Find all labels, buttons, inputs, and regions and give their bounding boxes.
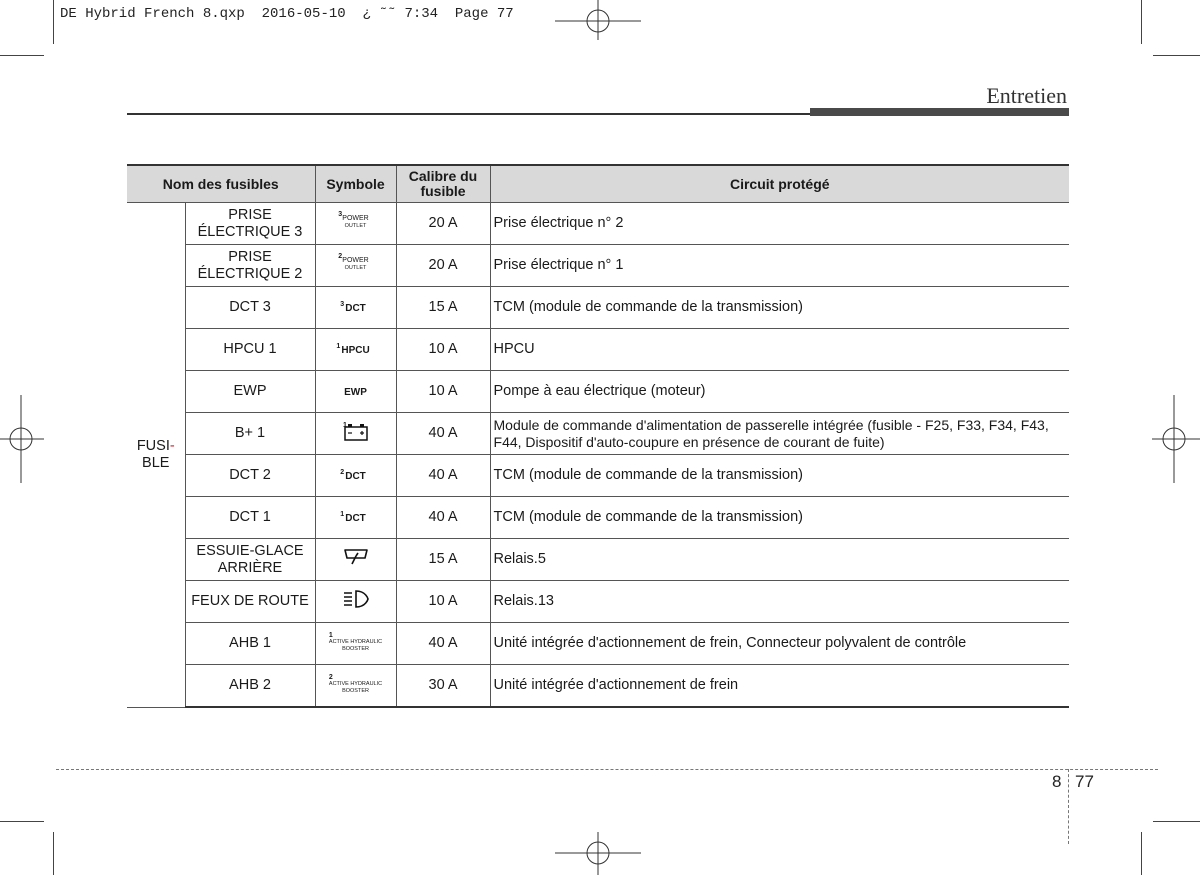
crop-mark bbox=[1153, 821, 1200, 822]
fuse-rating: 40 A bbox=[396, 413, 490, 455]
page-number: 77 bbox=[1075, 772, 1094, 791]
chapter-number: 8 bbox=[1052, 772, 1062, 791]
fuse-circuit: TCM (module de commande de la transmission) bbox=[490, 497, 1069, 539]
fuse-symbol bbox=[315, 539, 396, 581]
fuse-name: AHB 1 bbox=[185, 623, 315, 665]
fuse-name: PRISE ÉLECTRIQUE 2 bbox=[185, 245, 315, 287]
symbol-number: 1 bbox=[336, 343, 341, 350]
symbol-label2: BOOSTER bbox=[342, 687, 369, 694]
registration-mark-right bbox=[1152, 395, 1200, 483]
fuse-circuit: TCM (module de commande de la transmission) bbox=[490, 455, 1069, 497]
registration-mark-bottom bbox=[555, 832, 641, 875]
high-beam-icon bbox=[342, 589, 370, 609]
power-outlet-symbol bbox=[338, 253, 369, 272]
table-row bbox=[127, 245, 1069, 287]
table-row bbox=[127, 287, 1069, 329]
fuse-rating: 30 A bbox=[396, 665, 490, 708]
symbol-number: 3 bbox=[340, 301, 345, 308]
fuse-rating: 15 A bbox=[396, 539, 490, 581]
footer-dashed-divider bbox=[1068, 769, 1069, 844]
fuse-rating: 40 A bbox=[396, 623, 490, 665]
symbol-label: HPCU bbox=[341, 345, 370, 356]
fuse-symbol bbox=[315, 665, 396, 708]
symbol-number: 2 bbox=[328, 673, 333, 681]
fuse-name: EWP bbox=[185, 371, 315, 413]
symbol-label: POWER bbox=[342, 257, 369, 264]
table-row bbox=[127, 665, 1069, 708]
fuse-circuit: Unité intégrée d'actionnement de frein, Connecteur polyvalent de contrôle bbox=[490, 623, 1069, 665]
symbol-number: 3 bbox=[338, 211, 343, 218]
dct-symbol bbox=[340, 469, 366, 482]
fuse-rating: 10 A bbox=[396, 329, 490, 371]
fuse-rating: 10 A bbox=[396, 371, 490, 413]
header-rating-label: Calibre du fusible bbox=[408, 168, 478, 199]
fuse-circuit: HPCU bbox=[490, 329, 1069, 371]
fuse-circuit: Relais.5 bbox=[490, 539, 1069, 581]
table-header-row bbox=[127, 165, 1069, 203]
fuse-rating: 10 A bbox=[396, 581, 490, 623]
header-rating bbox=[396, 165, 490, 203]
crop-mark bbox=[1141, 0, 1142, 44]
fuse-name: B+ 1 bbox=[185, 413, 315, 455]
fuse-table bbox=[127, 164, 1069, 708]
table-row bbox=[127, 497, 1069, 539]
fuse-symbol bbox=[315, 497, 396, 539]
active-hydraulic-booster-symbol bbox=[329, 675, 382, 695]
fuse-name: PRISE ÉLECTRIQUE 3 bbox=[185, 203, 315, 245]
fuse-symbol bbox=[315, 623, 396, 665]
symbol-label: DCT bbox=[345, 471, 366, 482]
header-rule-accent bbox=[810, 108, 1069, 116]
crop-mark bbox=[53, 832, 54, 875]
symbol-label: ACTIVE HYDRAULIC bbox=[328, 638, 383, 645]
battery-icon bbox=[342, 420, 370, 442]
fuse-circuit: Pompe à eau électrique (moteur) bbox=[490, 371, 1069, 413]
fuse-rating: 20 A bbox=[396, 245, 490, 287]
table-row bbox=[127, 203, 1069, 245]
table-row bbox=[127, 455, 1069, 497]
fuse-symbol bbox=[315, 371, 396, 413]
hpcu-symbol bbox=[336, 343, 370, 356]
group-label-part1: FUSI- bbox=[136, 437, 175, 454]
header-circuit: Circuit protégé bbox=[490, 165, 1069, 203]
symbol-label2: OUTLET bbox=[344, 223, 367, 229]
symbol-label: DCT bbox=[345, 513, 366, 524]
fuse-symbol bbox=[315, 329, 396, 371]
fuse-rating: 20 A bbox=[396, 203, 490, 245]
rear-wiper-icon bbox=[343, 547, 369, 567]
header-symbol: Symbole bbox=[315, 165, 396, 203]
fuse-name: DCT 1 bbox=[185, 497, 315, 539]
fuse-name: DCT 3 bbox=[185, 287, 315, 329]
fuse-circuit: Relais.13 bbox=[490, 581, 1069, 623]
fuse-rating: 40 A bbox=[396, 455, 490, 497]
table-row bbox=[127, 539, 1069, 581]
fuse-symbol bbox=[315, 581, 396, 623]
table-row bbox=[127, 371, 1069, 413]
group-label-part2: BLE bbox=[142, 454, 170, 471]
symbol-label2: BOOSTER bbox=[342, 645, 369, 652]
fuse-symbol bbox=[315, 203, 396, 245]
crop-mark bbox=[53, 0, 54, 44]
footer-dashed-rule bbox=[56, 769, 1158, 770]
symbol-number: 1 bbox=[340, 511, 345, 518]
crop-mark bbox=[1153, 55, 1200, 56]
fuse-name: AHB 2 bbox=[185, 665, 315, 708]
symbol-number: 1 bbox=[328, 631, 333, 639]
power-outlet-symbol bbox=[338, 211, 369, 230]
fuse-symbol bbox=[315, 245, 396, 287]
fuse-name: DCT 2 bbox=[185, 455, 315, 497]
ewp-symbol bbox=[344, 389, 367, 397]
fuse-rating: 40 A bbox=[396, 497, 490, 539]
fuse-circuit: Prise électrique n° 2 bbox=[490, 203, 1069, 245]
symbol-label: ACTIVE HYDRAULIC bbox=[328, 680, 383, 687]
symbol-label: DCT bbox=[345, 303, 366, 314]
fuse-group-label bbox=[127, 203, 185, 708]
active-hydraulic-booster-symbol bbox=[329, 633, 382, 653]
header-fuse-name: Nom des fusibles bbox=[127, 165, 315, 203]
fuse-symbol bbox=[315, 455, 396, 497]
dct-symbol bbox=[340, 511, 366, 524]
fuse-name: FEUX DE ROUTE bbox=[185, 581, 315, 623]
symbol-number: 2 bbox=[338, 253, 343, 260]
registration-mark-left bbox=[0, 395, 44, 483]
svg-text:1: 1 bbox=[342, 422, 347, 429]
fuse-circuit: Prise électrique n° 1 bbox=[490, 245, 1069, 287]
crop-mark bbox=[0, 821, 44, 822]
dct-symbol bbox=[340, 301, 366, 314]
print-slug: DE Hybrid French 8.qxp 2016-05-10 ¿ ˜˜ 7:34 Page 77 bbox=[60, 6, 514, 22]
symbol-label: EWP bbox=[344, 387, 367, 398]
fuse-symbol bbox=[315, 413, 396, 455]
symbol-label: POWER bbox=[342, 215, 369, 222]
fuse-name: HPCU 1 bbox=[185, 329, 315, 371]
header-rule bbox=[127, 113, 810, 115]
section-title: Entretien bbox=[986, 83, 1067, 108]
table-row bbox=[127, 623, 1069, 665]
crop-mark bbox=[1141, 832, 1142, 875]
table-row bbox=[127, 329, 1069, 371]
fuse-circuit: Module de commande d'alimentation de passerelle intégrée (fusible - F25, F33, F34, F43, F44, Dispositif d'auto-coupure en présence de courant de fuite) bbox=[490, 413, 1069, 455]
symbol-number: 2 bbox=[340, 469, 345, 476]
symbol-label2: OUTLET bbox=[344, 265, 367, 271]
table-row bbox=[127, 581, 1069, 623]
fuse-rating: 15 A bbox=[396, 287, 490, 329]
fuse-name: ESSUIE-GLACE ARRIÈRE bbox=[185, 539, 315, 581]
registration-mark-top bbox=[555, 0, 641, 40]
fuse-circuit: Unité intégrée d'actionnement de frein bbox=[490, 665, 1069, 708]
fuse-symbol bbox=[315, 287, 396, 329]
crop-mark bbox=[0, 55, 44, 56]
table-row bbox=[127, 413, 1069, 455]
fuse-circuit: TCM (module de commande de la transmission) bbox=[490, 287, 1069, 329]
